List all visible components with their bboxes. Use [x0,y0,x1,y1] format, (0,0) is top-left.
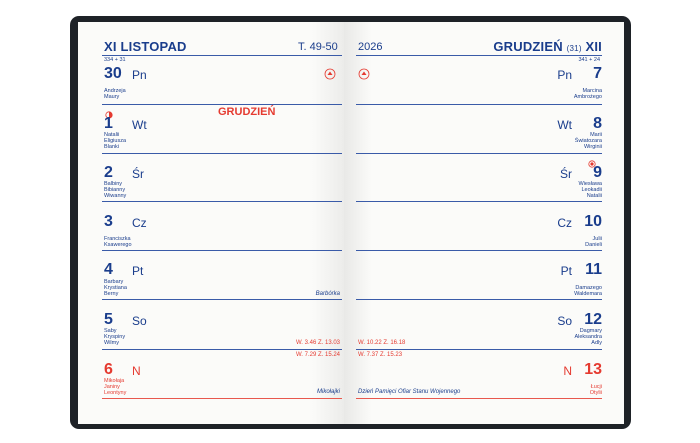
feast-label: Dzień Pamięci Ofiar Stanu Wojennego [358,389,461,395]
left-page [78,22,344,424]
name-days: Saby Kryspiny Wilmy [104,328,126,347]
name-days: Dagmary Aleksandra Adly [574,328,602,347]
name-days: Franciszka Ksawerego [104,236,132,249]
day-of-week: Cz [132,216,147,230]
feast-label: Mikołajki [316,389,340,395]
day-of-week: Wt [132,118,147,132]
day-rule [356,201,602,202]
sun-times: W. 3.46 Z. 13.03 [295,340,340,346]
day-rule [356,349,602,350]
week-label: T. 49-50 [298,41,338,53]
day-rule [102,299,342,300]
name-days: Marii Światozara Wirginii [574,132,602,151]
day-of-week: Pt [560,264,572,278]
name-days: Andrzeja Maury [104,88,126,101]
name-days: Marcina Ambrożego [573,88,602,101]
right-page [344,22,624,424]
right-month-header: GRUDZIEŃ (31) XII [493,39,602,54]
right-day-counter: 341 + 24 [578,57,600,63]
day-rule [102,104,342,105]
day-rule [102,153,342,154]
shield-emblem-icon [324,67,336,85]
day-of-week: N [563,364,572,378]
name-days: Balbiny Bibianny Wiwanny [104,181,127,200]
day-number: 7 [593,65,602,82]
day-rule [356,250,602,251]
day-number: 6 [104,361,113,378]
name-days: Julii Danieli [585,236,602,249]
name-days: Barbary Krystiana Berny [104,279,127,298]
day-of-week: So [132,314,147,328]
day-of-week: Śr [132,167,144,181]
day-number: 13 [584,361,602,378]
header-rule [102,55,342,56]
year-label: 2026 [358,41,383,53]
inserted-month-label: GRUDZIEŃ [218,106,276,118]
sun-times: W. 7.37 Z. 15.23 [358,352,403,358]
day-rule [356,299,602,300]
day-number: 10 [584,213,602,230]
header-rule [356,55,602,56]
name-days: Mikołaja Janiny Leontyny [104,378,127,397]
day-rule [102,349,342,350]
day-rule [356,104,602,105]
day-rule [356,153,602,154]
day-of-week: Pt [132,264,144,278]
sun-times: W. 7.29 Z. 15.24 [295,352,340,358]
day-rule [102,250,342,251]
day-number: 8 [593,115,602,132]
day-number: 3 [104,213,113,230]
left-day-counter: 334 + 31 [104,57,126,63]
day-rule [356,398,602,399]
day-number: 9 [593,164,602,181]
day-number: 30 [104,65,122,82]
day-of-week: Pn [132,68,147,82]
day-rule [102,201,342,202]
day-number: 12 [584,311,602,328]
day-number: 4 [104,261,113,278]
left-month-label: XI LISTOPAD [104,39,187,54]
day-of-week: Cz [557,216,572,230]
day-rule [102,398,342,399]
day-number: 5 [104,311,113,328]
name-days: Damazego Waldemara [574,285,602,298]
sun-times: W. 10.22 Z. 16.18 [358,340,406,346]
name-days: Natalii Eligiusza Blanki [104,132,127,151]
day-of-week: Śr [560,167,572,181]
day-number: 1 [104,115,113,132]
name-days: Łucji Otylii [589,384,602,397]
name-days: Wiesława Leokadii Natalii [578,181,602,200]
shield-emblem-icon [358,67,370,85]
day-of-week: So [557,314,572,328]
day-number: 11 [585,261,602,278]
feast-label: Barbórka [315,291,340,297]
day-number: 2 [104,164,113,181]
day-of-week: Pn [557,68,572,82]
day-of-week: N [132,364,141,378]
day-of-week: Wt [557,118,572,132]
